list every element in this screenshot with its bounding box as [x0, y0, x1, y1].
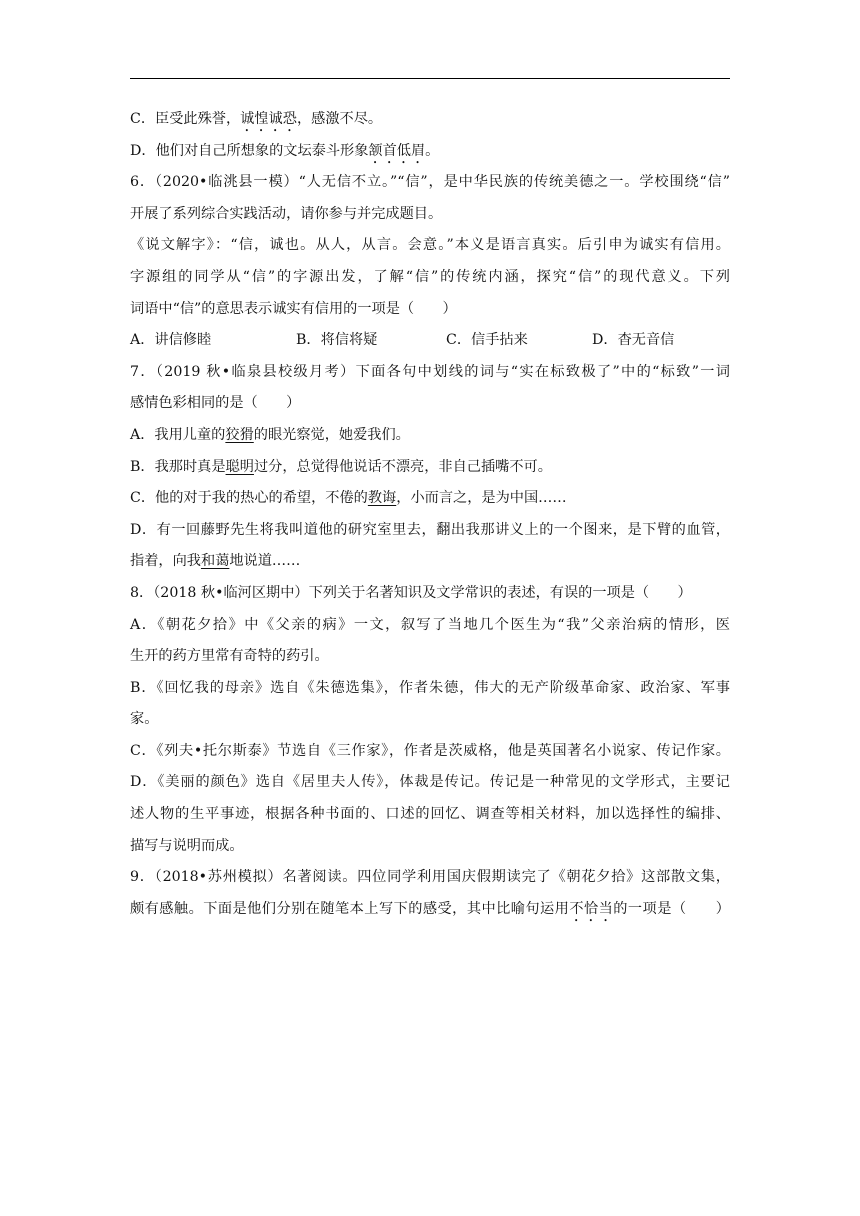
q6-stem-line2: 开展了系列综合实践活动，请你参与并完成题目。 [130, 205, 443, 222]
q8-option-a-line1: A．《朝花夕拾》中《父亲的病》一文，叙写了当地几个医生为“我”父亲治病的情形，医 [130, 616, 730, 633]
q6-option-d: D．杳无音信 [592, 332, 675, 349]
q7-option-a: A．我用儿童的狡猾的眼光察觉，她爱我们。 [130, 426, 410, 443]
q6-options [130, 325, 730, 357]
q5-option-c: C．臣受此殊誉，诚惶诚恐，感激不尽。 [130, 111, 383, 127]
q5-option-d: D．他们对自己所想象的文坛泰斗形象颔首低眉。 [130, 142, 440, 159]
q6-stem-line3: 《说文解字》：“信，诚也。从人，从言。会意。”本义是语言真实。后引申为诚实有信用。 [130, 237, 730, 254]
q9-stem-line1: 9．（2018•苏州模拟）名著阅读。四位同学利用国庆假期读完了《朝花夕拾》这部散文集， [130, 869, 730, 886]
q8-option-b-line2: 家。 [130, 711, 159, 728]
q7-stem-line2: 感情色彩相同的是（ ） [130, 395, 301, 412]
exam-content [130, 104, 730, 925]
q7-option-b: B．我那时真是聪明过分，总觉得他说话不漂亮，非自己插嘴不可。 [130, 458, 552, 475]
q8-stem: 8．（2018 秋•临河区期中）下列关于名著知识及文学常识的表述，有误的一项是（ ） [130, 584, 692, 601]
header-rule [130, 78, 730, 79]
q6-option-b: B．将信将疑 [296, 332, 378, 349]
q8-option-c: C．《列夫•托尔斯泰》节选自《三作家》，作者是茨威格，他是英国著名小说家、传记作家。 [130, 742, 730, 759]
q7-option-c: C．他的对于我的热心的希望，不倦的教诲，小而言之，是为中国…… [130, 490, 567, 507]
q6-stem-line5: 词语中“信”的意思表示诚实有信用的一项是（ ） [130, 300, 457, 317]
q7-option-d-line2: 指着，向我和蔼地说道…… [130, 553, 301, 570]
q8-option-b-line1: B．《回忆我的母亲》选自《朱德选集》，作者朱德，伟大的无产阶级革命家、政治家、军事 [130, 679, 730, 696]
q7-option-d-line1: D．有一回藤野先生将我叫道他的研究室里去，翻出我那讲义上的一个图来，是下臂的血管， [130, 521, 730, 538]
q8-option-d-line2: 述人物的生平事迹，根据各种书面的、口述的回忆、调查等相关材料，加以选择性的编排、 [130, 806, 730, 823]
q9-stem-line2: 颇有感触。下面是他们分别在随笔本上写下的感受，其中比喻句运用不恰当的一项是（ ） [130, 900, 730, 917]
q6-stem-line4: 字源组的同学从“信”的字源出发，了解“信”的传统内涵，探究“信”的现代意义。下列 [130, 268, 730, 285]
q8-option-d-line3: 描写与说明而成。 [130, 837, 244, 854]
q6-option-a: A．讲信修睦 [130, 332, 212, 349]
q6-stem-line1: 6．（2020•临洮县一模）“人无信不立。”“信”，是中华民族的传统美德之一。学校围绕“信” [130, 174, 730, 191]
q8-option-a-line2: 生开的药方里常有奇特的药引。 [130, 648, 329, 665]
q6-option-c: C．信手拈来 [446, 332, 528, 349]
q7-stem-line1: 7．（2019 秋•临泉县校级月考）下面各句中划线的词与“实在标致极了”中的“标致”一词 [130, 363, 730, 380]
q8-option-d-line1: D．《美丽的颜色》选自《居里夫人传》，体裁是传记。传记是一种常见的文学形式，主要记 [130, 774, 730, 791]
